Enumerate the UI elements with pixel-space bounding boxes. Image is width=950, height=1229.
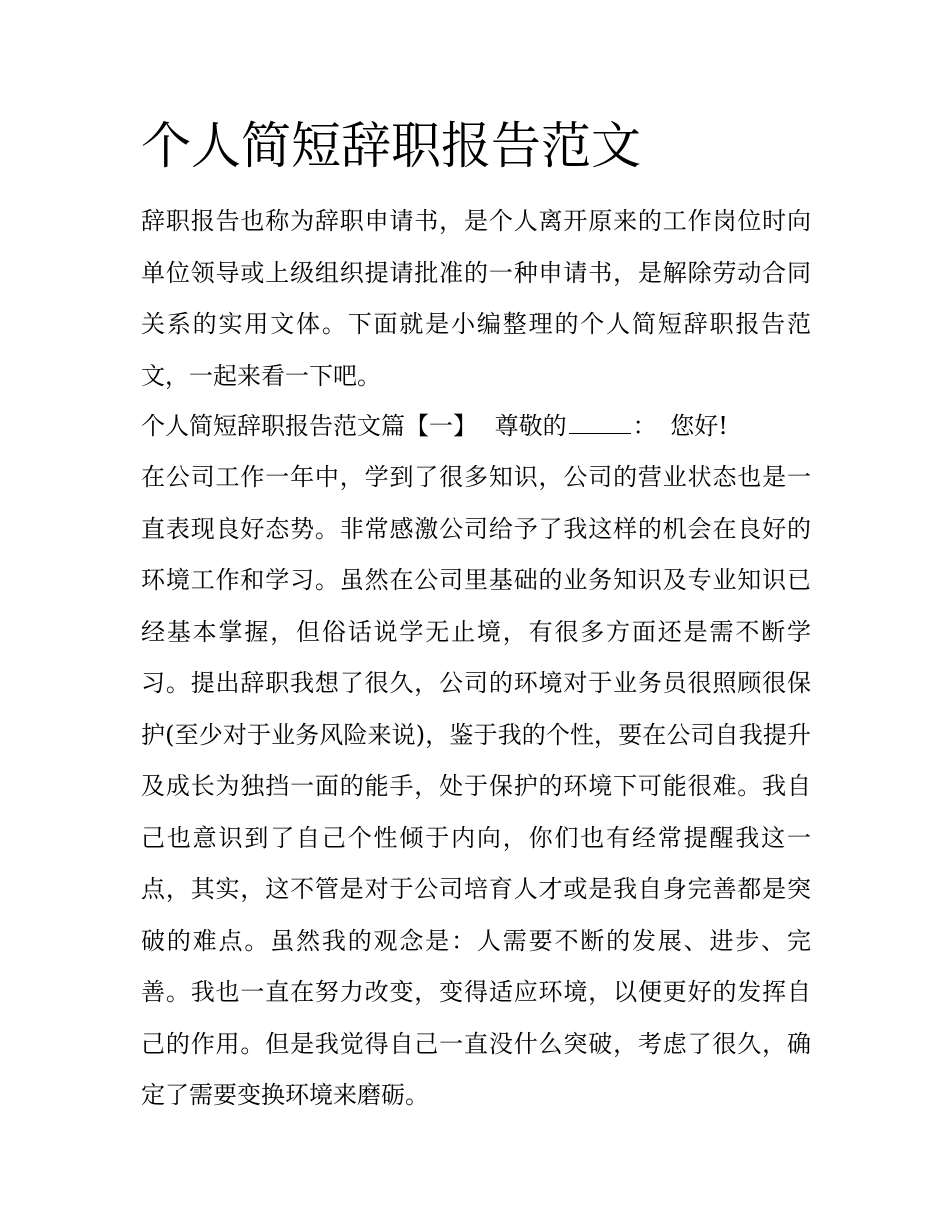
intro-paragraph: 辞职报告也称为辞职申请书，是个人离开原来的工作岗位时向单位领导或上级组织提请批准的一种申请书，是解除劳动合同关系的实用文体。下面就是小编整理的个人简短辞职报告范文，一起来看一下吧。 [141,207,811,390]
salutation-text: 尊敬的 [494,412,567,440]
recipient-blank-line [569,411,631,434]
section-heading-label: 个人简短辞职报告范文篇【一】 [141,412,477,440]
section-heading [141,401,811,453]
salutation-colon: ： [632,412,657,440]
page-title: 个人简短辞职报告范文 [141,117,641,175]
greeting-text: 您好! [670,412,728,440]
body-paragraph: 在公司工作一年中，学到了很多知识，公司的营业状态也是一直表现良好态势。非常感激公司给予了我这样的机会在良好的环境工作和学习。虽然在公司里基础的业务知识及专业知识已经基本掌握，但俗话说学无止境，有很多方面还是需不断学习。提出辞职我想了很久，公司的环境对于业务员很照顾很保护(至少对于业务风险来说)，鉴于我的个性，要在公司自我提升及成长为独挡一面的能手，处于保护的环境下可能很难。我自己也意识到了自己个性倾于内向，你们也有经常提醒我这一点，其实，这不管是对于公司培育人才或是我自身完善都是突破的难点。虽然我的观念是：人需要不断的发展、进步、完善。我也一直在努力改变，变得适应环境，以便更好的发挥自己的作用。但是我觉得自己一直没什么突破，考虑了很久，确定了需要变换环境来磨砺。 [141,463,811,1109]
